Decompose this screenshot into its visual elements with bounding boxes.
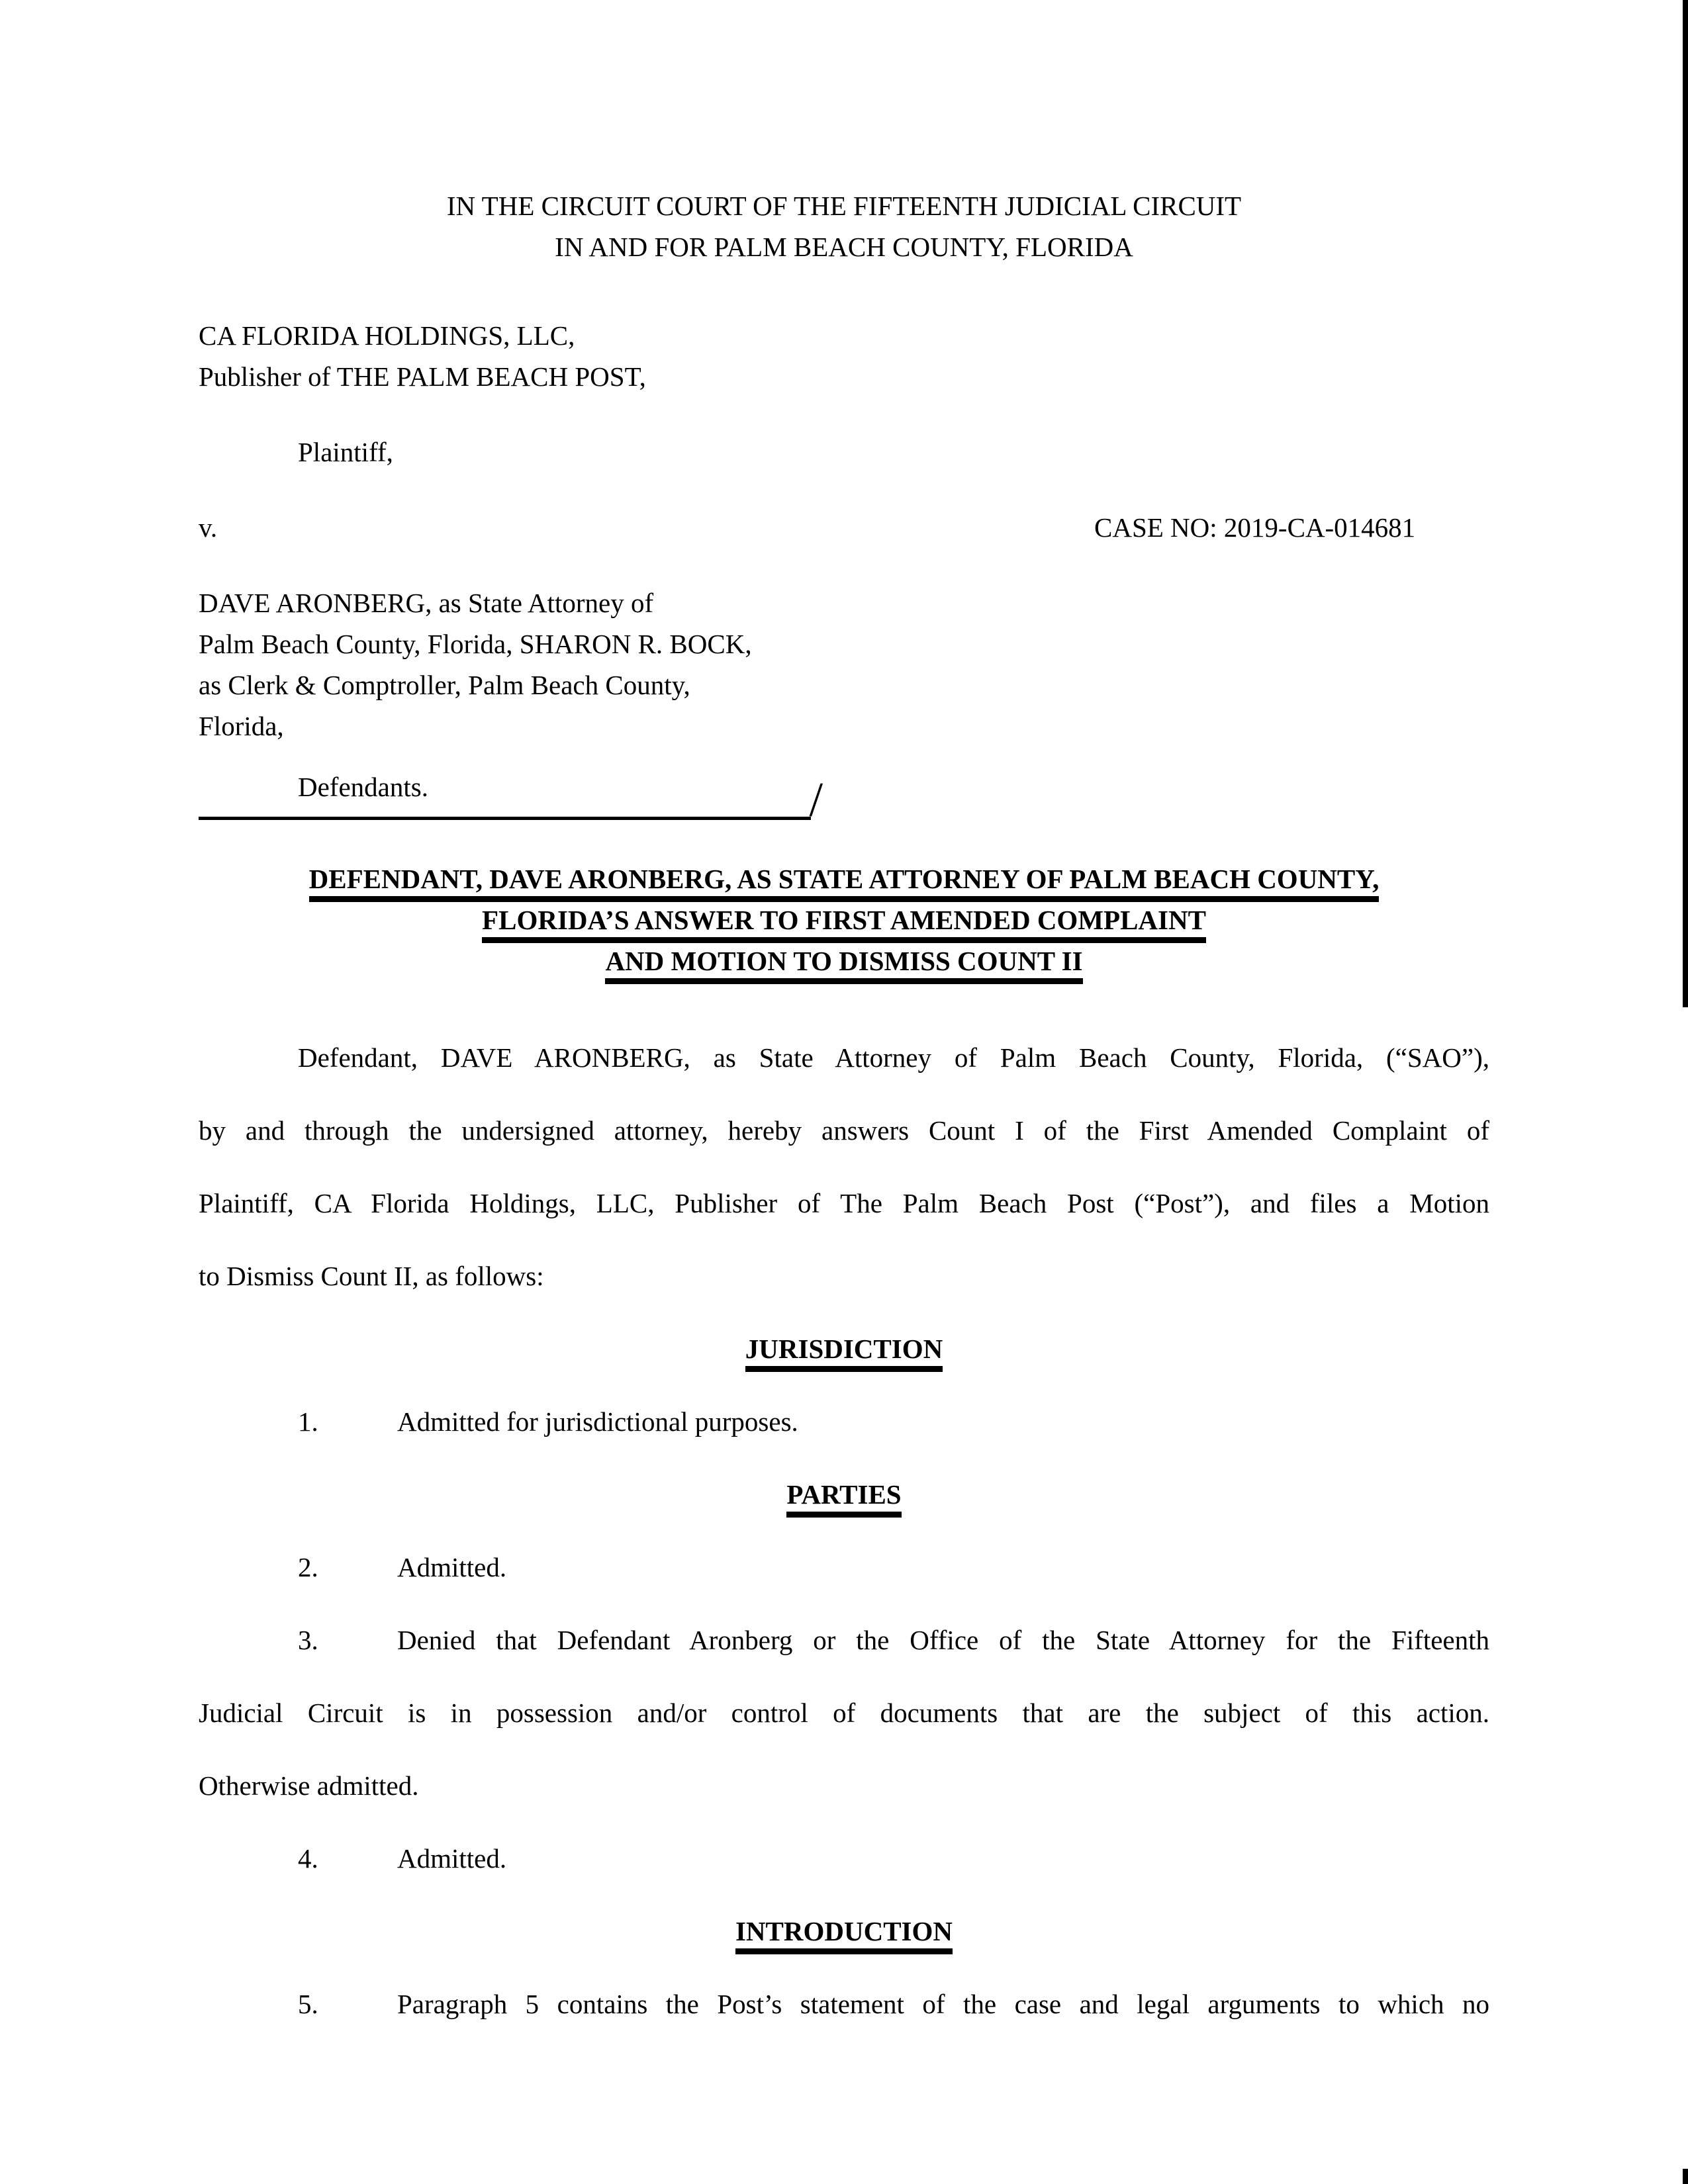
defendant-name-line1: DAVE ARONBERG, as State Attorney of <box>199 588 654 618</box>
defendant-name-line4: Florida, <box>199 711 284 741</box>
versus-row <box>199 507 1489 548</box>
document-title-line1-text: DEFENDANT, DAVE ARONBERG, AS STATE ATTORNEY OF PALM BEACH COUNTY, <box>309 864 1380 902</box>
paragraph-2-number: 2. <box>298 1552 318 1582</box>
intro-paragraph <box>199 1021 1489 1312</box>
paragraph-5 <box>199 1968 1489 2040</box>
paragraph-3-line2: Judicial Circuit is in possession and/or control of documents that are the subject of this action. <box>199 1698 1489 1728</box>
paragraph-5-number: 5. <box>298 1989 318 2019</box>
paragraph-1-number: 1. <box>298 1406 318 1437</box>
parties-heading <box>199 1458 1489 1531</box>
jurisdiction-heading <box>199 1312 1489 1385</box>
paragraph-4-text: Admitted. <box>397 1843 507 1874</box>
court-header-line1: IN THE CIRCUIT COURT OF THE FIFTEENTH JUDICIAL CIRCUIT <box>446 191 1242 221</box>
versus-label: v. <box>199 512 218 543</box>
defendant-name-line3: as Clerk & Comptroller, Palm Beach County, <box>199 670 690 700</box>
paragraph-5-text: Paragraph 5 contains the Post’s statement of the case and legal arguments to which no <box>397 1989 1489 2019</box>
defendants-role: Defendants. <box>298 772 428 802</box>
intro-paragraph-line3: Plaintiff, CA Florida Holdings, LLC, Publisher of The Palm Beach Post (“Post”), and files a Motion <box>199 1188 1489 1218</box>
paragraph-2 <box>199 1531 1489 1604</box>
jurisdiction-heading-text: JURISDICTION <box>745 1334 943 1372</box>
scan-artifact-right-edge <box>1683 0 1688 1007</box>
introduction-heading <box>199 1895 1489 1968</box>
court-header-line2: IN AND FOR PALM BEACH COUNTY, FLORIDA <box>555 232 1133 262</box>
paragraph-3-line1: Denied that Defendant Aronberg or the Office of the State Attorney for the Fifteenth <box>397 1625 1489 1655</box>
case-number: CASE NO: 2019-CA-014681 <box>1094 512 1416 543</box>
defendant-name-line2: Palm Beach County, Florida, SHARON R. BOCK, <box>199 629 752 659</box>
intro-paragraph-line1: Defendant, DAVE ARONBERG, as State Attorney of Palm Beach County, Florida, (“SAO”), <box>298 1042 1489 1073</box>
parties-heading-text: PARTIES <box>786 1479 901 1518</box>
paragraph-3-line3: Otherwise admitted. <box>199 1770 419 1801</box>
caption-slash: / <box>809 773 823 827</box>
paragraph-1 <box>199 1385 1489 1458</box>
document-title-line3 <box>199 940 1489 981</box>
plaintiff-name-line2: Publisher of THE PALM BEACH POST, <box>199 361 646 392</box>
introduction-heading-text: INTRODUCTION <box>735 1916 953 1954</box>
paragraph-4 <box>199 1822 1489 1895</box>
paragraph-4-number: 4. <box>298 1843 318 1874</box>
document-title-line2 <box>199 899 1489 940</box>
plaintiff-role: Plaintiff, <box>298 437 393 467</box>
paragraph-1-text: Admitted for jurisdictional purposes. <box>397 1406 798 1437</box>
intro-paragraph-line4: to Dismiss Count II, as follows: <box>199 1261 544 1291</box>
document-title-line2-text: FLORIDA’S ANSWER TO FIRST AMENDED COMPLAINT <box>482 905 1206 943</box>
paragraph-2-text: Admitted. <box>397 1552 507 1582</box>
paragraph-3 <box>199 1604 1489 1676</box>
intro-paragraph-line2: by and through the undersigned attorney, hereby answers Count I of the First Amended Complaint of <box>199 1115 1489 1146</box>
plaintiff-name-line1: CA FLORIDA HOLDINGS, LLC, <box>199 320 575 351</box>
scan-artifact-bottom-right <box>1683 2169 1688 2184</box>
document-content <box>199 185 1489 2040</box>
paragraph-3-number: 3. <box>298 1625 318 1655</box>
document-title-line3-text: AND MOTION TO DISMISS COUNT II <box>605 946 1082 984</box>
document-title-line1 <box>199 858 1489 899</box>
